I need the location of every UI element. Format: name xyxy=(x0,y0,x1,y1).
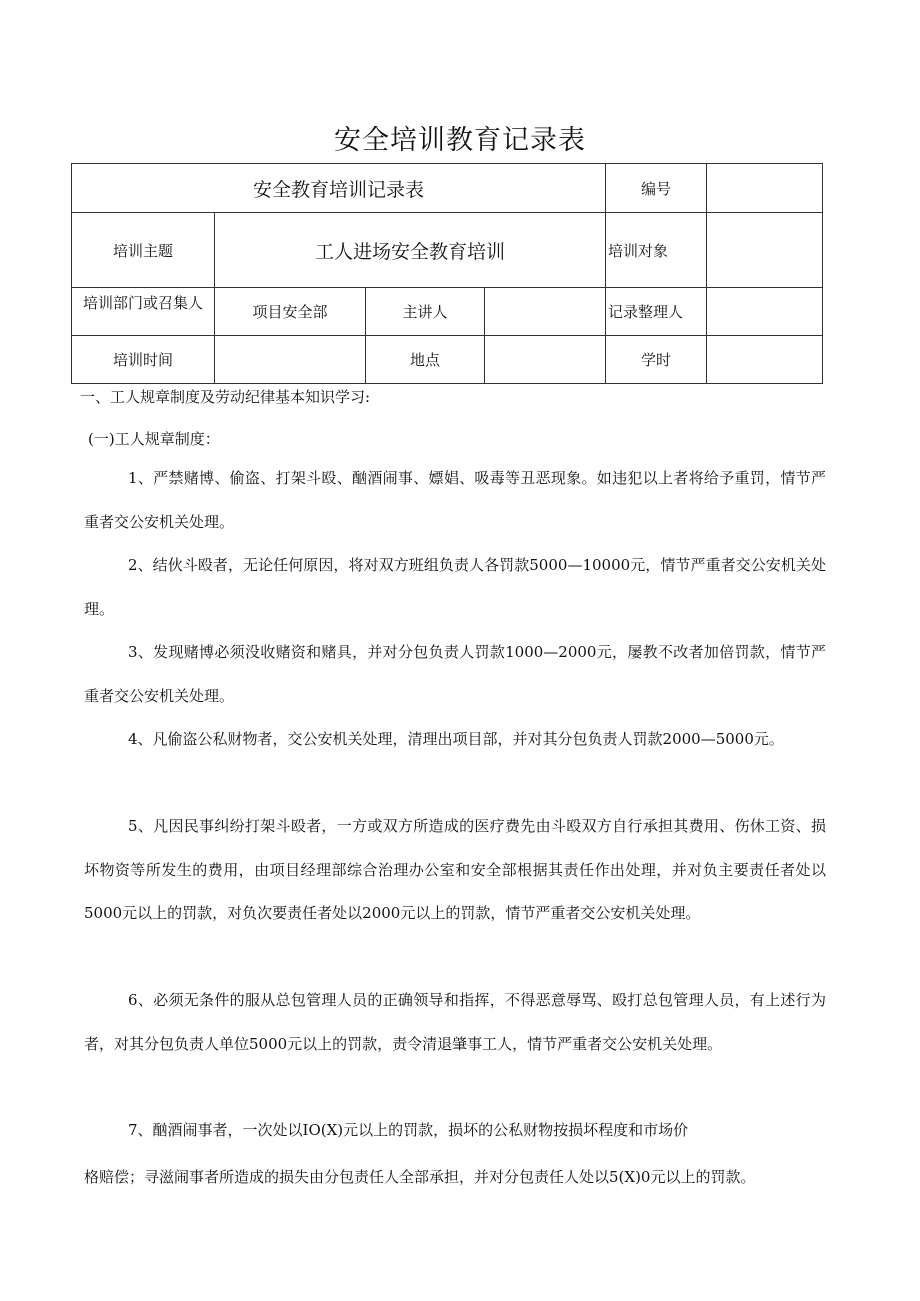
audience-label: 培训对象 xyxy=(606,213,707,288)
topic-label: 培训主题 xyxy=(72,213,215,288)
recorder-label: 记录整理人 xyxy=(606,288,707,336)
lecturer-value xyxy=(485,288,606,336)
topic-value: 工人进场安全教育培训 xyxy=(215,213,606,288)
training-record-table xyxy=(71,163,823,384)
number-value xyxy=(707,164,823,213)
rule-paragraph-7-line2: 格赔偿；寻滋闹事者所造成的损失由分包责任人全部承担，并对分包责任人处以5(X)0元以上的罚款。 xyxy=(84,1168,756,1186)
time-value xyxy=(215,336,366,384)
number-label: 编号 xyxy=(606,164,707,213)
subsection-heading: (一)工人规章制度： xyxy=(88,430,220,448)
hours-value xyxy=(707,336,823,384)
rule-paragraph-6: 6、必须无条件的服从总包管理人员的正确领导和指挥，不得恶意辱骂、殴打总包管理人员，有上述行为者，对其分包负责人单位5000元以上的罚款，责令清退肇事工人，情节严重者交公安机关处理。 xyxy=(84,991,826,1053)
table-header-title: 安全教育培训记录表 xyxy=(72,164,606,213)
lecturer-label: 主讲人 xyxy=(366,288,485,336)
rule-paragraph-5: 5、凡因民事纠纷打架斗殴者，一方或双方所造成的医疗费先由斗殴双方自行承担其费用、伤休工资、损坏物资等所发生的费用，由项目经理部综合治理办公室和安全部根据其责任作出处理，并对负主要责任者处以5000元以上的罚款，对负次要责任者处以2000元以上的罚款，情节严重者交公安机关处理。 xyxy=(84,817,826,922)
rule-paragraph-4: 4、凡偷盗公私财物者，交公安机关处理，清理出项目部，并对其分包负责人罚款2000—5000元。 xyxy=(128,730,784,748)
recorder-value xyxy=(707,288,823,336)
time-label: 培训时间 xyxy=(72,336,215,384)
dept-label: 培训部门或召集人 xyxy=(72,288,215,336)
dept-value: 项目安全部 xyxy=(215,288,366,336)
place-label: 地点 xyxy=(366,336,485,384)
rule-paragraph-2: 2、结伙斗殴者，无论任何原因，将对双方班组负责人各罚款5000—10000元，情节严重者交公安机关处理。 xyxy=(84,556,826,618)
rule-paragraph-3: 3、发现赌博必须没收赌资和赌具，并对分包负责人罚款1000—2000元，屡教不改者加倍罚款，情节严重者交公安机关处理。 xyxy=(84,643,826,705)
rule-paragraph-7-line1: 7、酗酒闹事者，一次处以IO(X)元以上的罚款，损坏的公私财物按损坏程度和市场价 xyxy=(128,1121,689,1139)
audience-value xyxy=(707,213,823,288)
page-title: 安全培训教育记录表 xyxy=(334,125,586,156)
hours-label: 学时 xyxy=(606,336,707,384)
place-value xyxy=(485,336,606,384)
rule-paragraph-1: 1、严禁赌博、偷盗、打架斗殴、酗酒闹事、嫖娼、吸毒等丑恶现象。如违犯以上者将给予重罚，情节严重者交公安机关处理。 xyxy=(84,469,826,531)
section-heading: 一、工人规章制度及劳动纪律基本知识学习: xyxy=(80,388,371,406)
